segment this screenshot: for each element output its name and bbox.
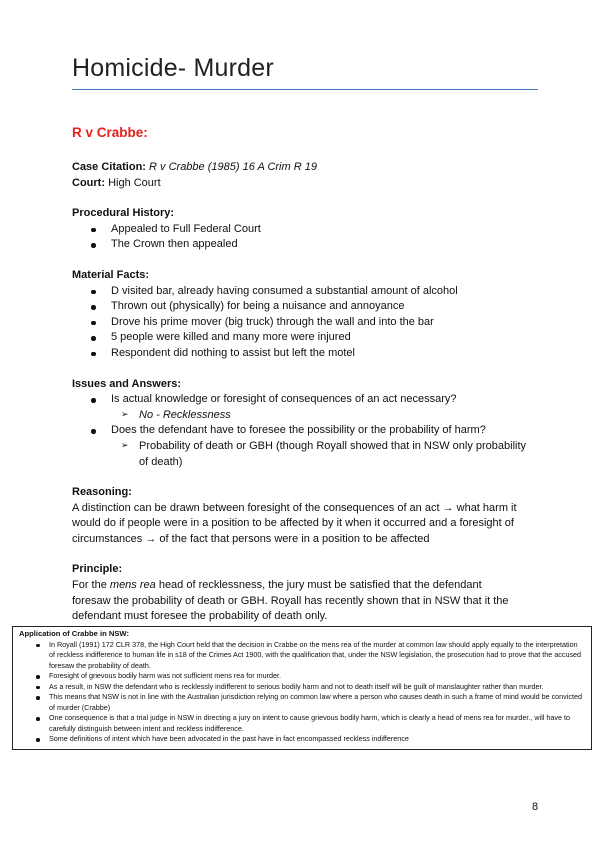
issue-question-2: Does the defendant have to foresee the possibility or the probability of harm? [111, 424, 486, 437]
list-item: One consequence is that a trial judge in NSW in directing a jury on intent to cause grievous bodily harm, which is clearly a head of mens rea for murder., will have to carefully distinguish between intent and reckless indifference. [19, 713, 585, 734]
reasoning-line-3: circumstances → of the fact that persons were in a position to be affected [72, 532, 430, 545]
list-item: Drove his prime mover (big truck) through the wall and into the bar [72, 315, 542, 331]
principle-line-3: defendant must foresee the probability of death only. [72, 610, 328, 623]
principle-heading: Principle: [72, 563, 123, 576]
issue-question-1: Is actual knowledge or foresight of consequences of an act necessary? [111, 393, 457, 406]
list-item: 5 people were killed and many more were injured [72, 330, 542, 346]
list-item: Thrown out (physically) for being a nuisance and annoyance [72, 299, 542, 315]
court-line [72, 176, 542, 192]
issue-answer-2-line-2: of death) [139, 455, 183, 468]
list-item: This means that NSW is not in line with the Australian jurisdiction relying on common law where a person who causes death in such a frame of mind would be convicted of murder (Crabbe) [19, 692, 585, 713]
court-label: Court: [72, 176, 105, 189]
reasoning-line-2: would do if people were in a position to be affected by it when it occurred and a foresight of [72, 517, 514, 530]
principle-text: head of recklessness, the jury must be satisfied that the defendant [155, 579, 482, 592]
court-value: High Court [108, 176, 161, 189]
issue-answer-1: ➢ No - Recklessness [111, 408, 542, 424]
principle-line-1 [72, 578, 542, 594]
case-notes [72, 160, 542, 625]
procedural-history-list [72, 222, 542, 253]
list-item [72, 423, 542, 470]
list-item: Appealed to Full Federal Court [72, 222, 542, 238]
list-item: Foresight of grievous bodily harm was not sufficient mens rea for murder. [19, 671, 585, 682]
material-facts-list [72, 284, 542, 362]
reasoning-heading: Reasoning: [72, 486, 132, 499]
application-list [19, 640, 585, 745]
issue-answer-2-line-1: ➢ Probability of death or GBH (though Royall showed that in NSW only probability [139, 439, 527, 452]
page-number: 8 [532, 801, 539, 813]
list-item [72, 392, 542, 423]
list-item: In Royall (1991) 172 CLR 378, the High Court held that the decision in Crabbe on the mens rea of the murder at common law should apply equally to the interpretation of reckless indifference to human life in s18 of the Crimes Act 1900, with the qualification that, under the NSW legislation, the prosecution had to prove that the accused foresaw the probability of death. [19, 640, 585, 672]
list-item: The Crown then appealed [72, 237, 542, 253]
issue-answer-list-1 [111, 408, 542, 424]
issues-heading: Issues and Answers: [72, 377, 182, 390]
application-box-heading: Application of Crabbe in NSW: [19, 629, 129, 638]
citation-label: Case Citation: [72, 161, 146, 173]
reasoning-line-1: A distinction can be drawn between foresight of the consequences of an act → what harm it [72, 501, 517, 514]
page-title: Homicide- Murder [72, 54, 538, 90]
issue-answer-list-2 [111, 439, 542, 470]
issue-answer-2 [111, 439, 542, 470]
procedural-history-heading: Procedural History: [72, 207, 175, 220]
principle-line-2: foresaw the probability of death or GBH. Royall has recently shown that in NSW that it the [72, 594, 509, 607]
list-item: Respondent did nothing to assist but left the motel [72, 346, 542, 362]
case-name-heading: R v Crabbe: [72, 125, 148, 140]
application-box [12, 626, 592, 750]
citation-value: R v Crabbe (1985) 16 A Crim R 19 [149, 161, 317, 173]
issues-list [72, 392, 542, 470]
material-facts-heading: Material Facts: [72, 268, 150, 281]
list-item: As a result, in NSW the defendant who is recklessly indifferent to serious bodily harm and not to death itself will be guilt of manslaughter rather than murder. [19, 682, 585, 693]
principle-mens-rea: mens rea [109, 579, 156, 592]
list-item: Some definitions of intent which have been advocated in the past have in fact encompassed reckless indifference [19, 734, 585, 745]
list-item: D visited bar, already having consumed a substantial amount of alcohol [72, 284, 542, 300]
principle-text: For the [72, 579, 110, 592]
citation-line [72, 160, 542, 176]
